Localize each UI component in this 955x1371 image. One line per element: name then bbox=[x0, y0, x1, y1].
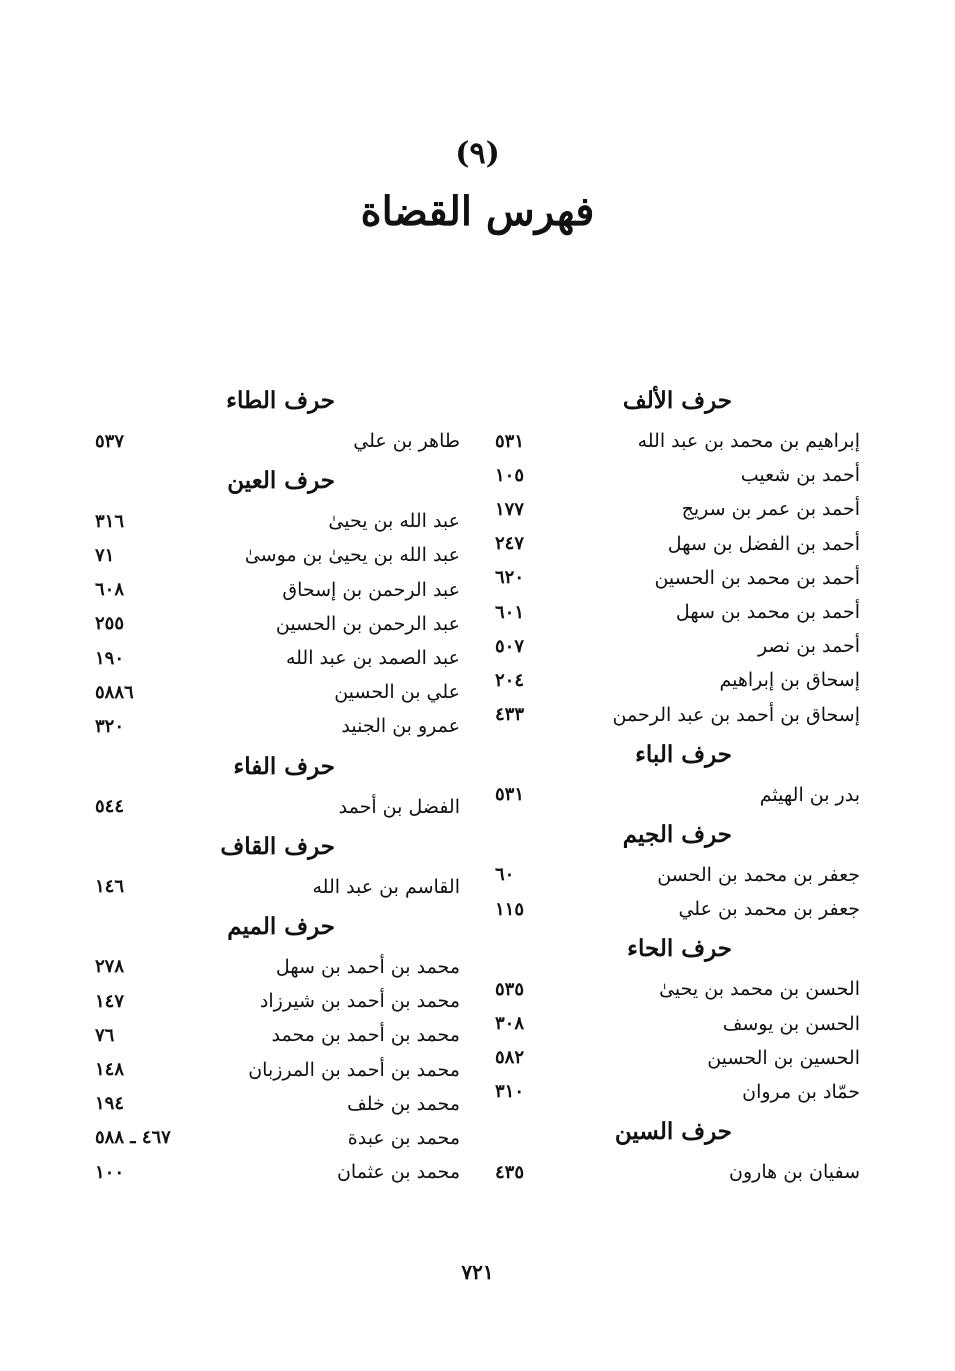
judge-name: محمد بن أحمد بن محمد bbox=[271, 1024, 460, 1047]
index-entry bbox=[495, 1006, 860, 1040]
judge-name: أحمد بن شعيب bbox=[740, 464, 860, 487]
judge-name: أحمد بن الفضل بن سهل bbox=[667, 532, 860, 555]
index-entry bbox=[495, 424, 860, 458]
page-reference: ٦٠٨ bbox=[95, 579, 125, 601]
section-heading: حرف الحاء bbox=[627, 935, 732, 963]
index-entry bbox=[95, 1121, 460, 1155]
judge-name: عبد الصمد بن عبد الله bbox=[285, 647, 460, 670]
judge-name: الحسن بن محمد بن يحيىٰ bbox=[659, 978, 860, 1001]
page-reference: ٣١٦ bbox=[95, 510, 125, 532]
index-entry bbox=[95, 984, 460, 1018]
page-reference: ١٠٥ bbox=[495, 464, 525, 486]
index-entry bbox=[95, 641, 460, 675]
page-reference: ١١٥ bbox=[495, 898, 525, 920]
page-reference: ٥٣٥ bbox=[495, 978, 525, 1000]
page-reference: ٧١ bbox=[95, 544, 115, 566]
page-number: ٧٢١ bbox=[461, 1260, 494, 1284]
page-reference: ٥٣١ bbox=[495, 784, 525, 806]
section-heading: حرف الألف bbox=[622, 387, 732, 414]
page-reference: ٥٨٨٦ bbox=[95, 681, 134, 703]
judge-name: أحمد بن عمر بن سريج bbox=[681, 498, 860, 521]
judge-name: أحمد بن محمد بن سهل bbox=[675, 601, 860, 624]
section-heading: حرف الطاء bbox=[226, 387, 335, 414]
page-reference: ٥٠٧ bbox=[495, 635, 525, 657]
index-entry bbox=[495, 595, 860, 629]
index-entry bbox=[95, 709, 460, 743]
judge-name: طاهر بن علي bbox=[353, 430, 460, 453]
index-entry bbox=[95, 607, 460, 641]
index-entry bbox=[495, 1041, 860, 1075]
index-entry bbox=[495, 561, 860, 595]
appendix-number: (٩) bbox=[455, 136, 500, 171]
section-heading: حرف الباء bbox=[635, 740, 732, 768]
judge-name: إسحاق بن أحمد بن عبد الرحمن bbox=[612, 703, 860, 726]
index-entry bbox=[495, 1075, 860, 1109]
index-entry bbox=[95, 424, 460, 458]
page-reference: ٥٣٧ bbox=[95, 430, 125, 452]
index-entry bbox=[95, 1018, 460, 1052]
index-entry bbox=[95, 538, 460, 572]
judge-name: القاسم بن عبد الله bbox=[312, 875, 460, 898]
page-reference: ٣٢٠ bbox=[95, 715, 125, 737]
index-entry bbox=[95, 1087, 460, 1121]
page-reference: ٢٧٨ bbox=[95, 956, 125, 978]
page-reference: ٣٠٨ bbox=[495, 1013, 525, 1035]
page-reference: ٢٥٥ bbox=[95, 613, 125, 635]
index-entry bbox=[95, 1052, 460, 1086]
index-entry bbox=[495, 527, 860, 561]
index-entry bbox=[495, 972, 860, 1006]
judge-name: علي بن الحسين bbox=[334, 681, 460, 704]
page-reference: ٢٠٤ bbox=[495, 669, 525, 691]
index-column-left bbox=[95, 378, 460, 1189]
index-entry bbox=[495, 458, 860, 492]
index-entry bbox=[95, 870, 460, 904]
page-reference: ١٧٧ bbox=[495, 498, 525, 520]
judge-name: إبراهيم بن محمد بن عبد الله bbox=[637, 430, 860, 453]
judge-name: سفيان بن هارون bbox=[729, 1161, 860, 1184]
judge-name: عبد الرحمن بن إسحاق bbox=[282, 578, 460, 601]
judge-name: محمد بن عثمان bbox=[336, 1161, 460, 1184]
index-entry bbox=[95, 675, 460, 709]
section-heading: حرف الجيم bbox=[622, 820, 732, 848]
page-reference: ٤٣٣ bbox=[495, 704, 525, 726]
page-reference: ٥٨٢ bbox=[495, 1047, 525, 1069]
judge-name: الحسين بن الحسين bbox=[707, 1046, 860, 1069]
index-column-right bbox=[495, 378, 860, 1189]
index-entry bbox=[495, 858, 860, 892]
index-entry bbox=[495, 492, 860, 526]
judge-name: محمد بن أحمد بن شيرزاد bbox=[259, 990, 460, 1013]
index-entry bbox=[95, 790, 460, 824]
judge-name: محمد بن أحمد بن المرزبان bbox=[248, 1058, 460, 1081]
judge-name: محمد بن عبدة bbox=[347, 1126, 460, 1149]
judge-name: عمرو بن الجنيد bbox=[341, 715, 460, 738]
index-entry bbox=[495, 1155, 860, 1189]
page-reference: ٦٠ bbox=[495, 864, 515, 886]
judge-name: بدر بن الهيثم bbox=[759, 783, 860, 806]
judge-name: أحمد بن محمد بن الحسين bbox=[654, 566, 860, 589]
page-reference: ١٩٠ bbox=[95, 647, 125, 669]
judge-name: الفضل بن أحمد bbox=[338, 795, 460, 818]
judge-name: عبد الله بن يحيىٰ bbox=[328, 510, 460, 533]
page-reference: ٤٦٧ ـ ٥٨٨ bbox=[95, 1127, 171, 1149]
section-heading: حرف السين bbox=[614, 1118, 732, 1145]
judge-name: جعفر بن محمد بن علي bbox=[678, 898, 860, 921]
page-reference: ٥٤٤ bbox=[95, 796, 125, 818]
page-reference: ٦٢٠ bbox=[495, 567, 525, 589]
judge-name: عبد الرحمن بن الحسين bbox=[275, 612, 460, 635]
page-reference: ١٠٠ bbox=[95, 1161, 125, 1183]
index-entry bbox=[495, 892, 860, 926]
index-entry bbox=[95, 1155, 460, 1189]
page-reference: ١٤٨ bbox=[95, 1059, 125, 1081]
page-reference: ٤٣٥ bbox=[495, 1161, 525, 1183]
index-entry bbox=[95, 504, 460, 538]
index-entry bbox=[95, 573, 460, 607]
page-reference: ٧٦ bbox=[95, 1024, 115, 1046]
page-reference: ٥٣١ bbox=[495, 430, 525, 452]
index-entry bbox=[495, 663, 860, 697]
judge-name: جعفر بن محمد بن الحسن bbox=[657, 863, 860, 886]
judge-name: حمّاد بن مروان bbox=[742, 1080, 860, 1103]
index-entry bbox=[495, 698, 860, 732]
page-reference: ١٤٧ bbox=[95, 990, 125, 1012]
page-title: فهرس القضاة bbox=[360, 188, 595, 235]
section-heading: حرف القاف bbox=[220, 832, 335, 860]
judge-name: إسحاق بن إبراهيم bbox=[719, 669, 860, 692]
page-reference: ١٤٦ bbox=[95, 876, 125, 898]
index-entry bbox=[95, 950, 460, 984]
section-heading: حرف الميم bbox=[227, 912, 335, 940]
page-reference: ٣١٠ bbox=[495, 1081, 525, 1103]
judge-name: عبد الله بن يحيىٰ بن موسىٰ bbox=[244, 544, 460, 567]
judge-name: الحسن بن يوسف bbox=[722, 1012, 860, 1035]
section-heading: حرف الفاء bbox=[233, 752, 335, 780]
index-entry bbox=[495, 629, 860, 663]
index-entry bbox=[495, 778, 860, 812]
judge-name: محمد بن خلف bbox=[347, 1092, 460, 1115]
section-heading: حرف العين bbox=[227, 467, 335, 495]
page-reference: ٦٠١ bbox=[495, 601, 525, 623]
judge-name: أحمد بن نصر bbox=[757, 635, 860, 658]
judge-name: محمد بن أحمد بن سهل bbox=[275, 955, 460, 978]
page-reference: ٢٤٧ bbox=[495, 533, 525, 555]
page-reference: ١٩٤ bbox=[95, 1093, 125, 1115]
